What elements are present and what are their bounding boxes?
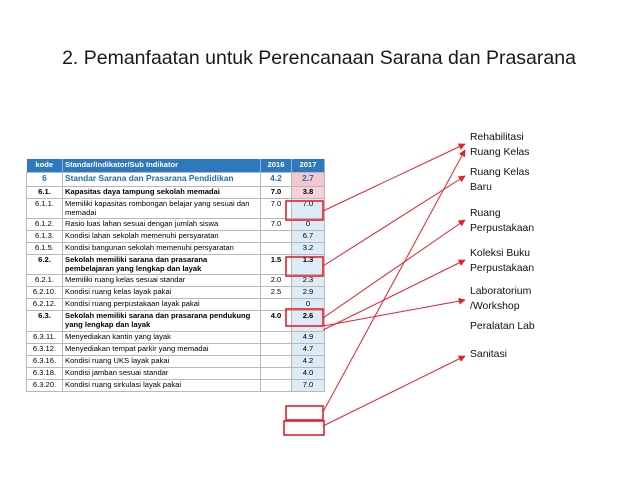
arrow-rehabilitasi <box>323 144 465 211</box>
highlight-box-laboratorium <box>286 406 323 420</box>
row-2017: 3.2 <box>292 243 325 255</box>
row-2017: 0 <box>292 219 325 231</box>
row-2016: 1.5 <box>261 255 292 275</box>
label-ruang-perpustakaan <box>470 206 534 236</box>
label-peralatan-lab <box>470 319 535 334</box>
label-line: Perpustakaan <box>470 223 535 234</box>
row-indikator: Kondisi ruang kelas layak pakai <box>63 287 261 299</box>
row-2017: 0 <box>292 299 325 311</box>
row-kode: 6.1.5. <box>27 243 63 255</box>
header-2017: 2017 <box>292 159 325 173</box>
row-kode: 6.2.1. <box>27 275 63 287</box>
highlight-box-perpustakaan <box>286 309 323 326</box>
header-kode: kode <box>27 159 63 173</box>
row-2017: 7.0 <box>292 199 325 219</box>
label-line: Sanitasi <box>470 349 507 360</box>
row-2016: 7.0 <box>261 219 292 231</box>
row-indikator: Kondisi jamban sesuai standar <box>63 367 261 379</box>
slide-title: 2. Pemanfaatan untuk Perencanaan Sarana dan Prasarana <box>62 47 576 69</box>
label-ruang-kelas-baru <box>470 165 530 195</box>
label-line: Koleksi Buku <box>470 248 531 259</box>
row-indikator: Sekolah memiliki sarana dan prasarana pembelajaran yang lengkap dan layak <box>63 255 261 275</box>
highlight-box-ruang-kelas <box>286 201 323 220</box>
row-indikator: Kondisi ruang perpustakaan layak pakai <box>63 299 261 311</box>
row-2017: 7.0 <box>292 379 325 391</box>
row-2017: 4.0 <box>292 367 325 379</box>
row-kode: 6.3.20. <box>27 379 63 391</box>
label-koleksi-buku <box>470 246 534 276</box>
label-laboratorium <box>470 284 531 314</box>
label-line: Rehabilitasi <box>470 132 524 143</box>
label-line: Laboratorium <box>470 286 532 297</box>
label-rehabilitasi <box>470 130 530 160</box>
row-2017: 3.8 <box>292 187 325 199</box>
row-indikator: Kondisi ruang UKS layak pakai <box>63 355 261 367</box>
row-2016: 7.0 <box>261 199 292 219</box>
row-2017: 4.9 <box>292 331 325 343</box>
row-kode: 6.3.11. <box>27 331 63 343</box>
row-kode: 6.2.12. <box>27 299 63 311</box>
row-kode: 6.1. <box>27 187 63 199</box>
row-2017: 4.2 <box>292 355 325 367</box>
row-indikator: Kapasitas daya tampung sekolah memadai <box>63 187 261 199</box>
highlight-box-prasarana <box>286 257 323 276</box>
row-2016: 2.0 <box>261 275 292 287</box>
label-sanitasi <box>470 347 507 362</box>
label-line: Ruang <box>470 208 501 219</box>
row-kode: 6.3.18. <box>27 367 63 379</box>
row-2016: 7.0 <box>261 187 292 199</box>
row-2016: 2.5 <box>261 287 292 299</box>
row-indikator: Rasio luas lahan sesuai dengan jumlah siswa <box>63 219 261 231</box>
row-2017: 2.7 <box>292 173 325 187</box>
row-2017: 4.7 <box>292 343 325 355</box>
arrow-ruang-perpustakaan <box>323 220 465 318</box>
row-2017: 2.6 <box>292 311 325 331</box>
row-indikator: Standar Sarana dan Prasarana Pendidikan <box>63 173 261 187</box>
row-2016: 4.2 <box>261 173 292 187</box>
arrow-peralatan-lab <box>323 150 465 412</box>
label-line: Peralatan Lab <box>470 321 535 332</box>
arrow-sanitasi <box>323 356 465 426</box>
row-indikator: Menyediakan tempat parkir yang memadai <box>63 343 261 355</box>
row-kode: 6.1.3. <box>27 231 63 243</box>
row-2017: 1.3 <box>292 255 325 275</box>
row-indikator: Memiliki kapasitas rombongan belajar yang sesuai dan memadai <box>63 199 261 219</box>
row-indikator: Memiliki ruang kelas sesuai standar <box>63 275 261 287</box>
label-line: Perpustakaan <box>470 263 535 274</box>
highlight-box-sanitasi <box>284 421 324 435</box>
row-2017: 2.3 <box>292 275 325 287</box>
label-line: Baru <box>470 182 492 193</box>
row-2016: 4.0 <box>261 311 292 331</box>
row-kode: 6.3.16. <box>27 355 63 367</box>
row-kode: 6.2. <box>27 255 63 275</box>
row-indikator: Kondisi ruang sirkulasi layak pakai <box>63 379 261 391</box>
row-kode: 6.1.1. <box>27 199 63 219</box>
row-indikator: Kondisi lahan sekolah memenuhi persyaratan <box>63 231 261 243</box>
arrow-koleksi-buku <box>323 260 465 330</box>
row-kode: 6.1.2. <box>27 219 63 231</box>
header-indikator: Standar/Indikator/Sub Indikator <box>63 159 261 173</box>
label-line: Ruang Kelas <box>470 147 530 158</box>
row-kode: 6 <box>27 173 63 187</box>
row-kode: 6.3. <box>27 311 63 331</box>
label-line: /Workshop <box>470 301 520 312</box>
row-kode: 6.3.12. <box>27 343 63 355</box>
row-kode: 6.2.10. <box>27 287 63 299</box>
label-line: Ruang Kelas <box>470 167 530 178</box>
row-indikator: Menyediakan kantin yang layak <box>63 331 261 343</box>
row-indikator: Sekolah memiliki sarana dan prasarana pendukung yang lengkap dan layak <box>63 311 261 331</box>
row-2017: 2.9 <box>292 287 325 299</box>
row-2017: 6.7 <box>292 231 325 243</box>
header-2016: 2016 <box>261 159 292 173</box>
row-indikator: Kondisi bangunan sekolah memenuhi persyaratan <box>63 243 261 255</box>
